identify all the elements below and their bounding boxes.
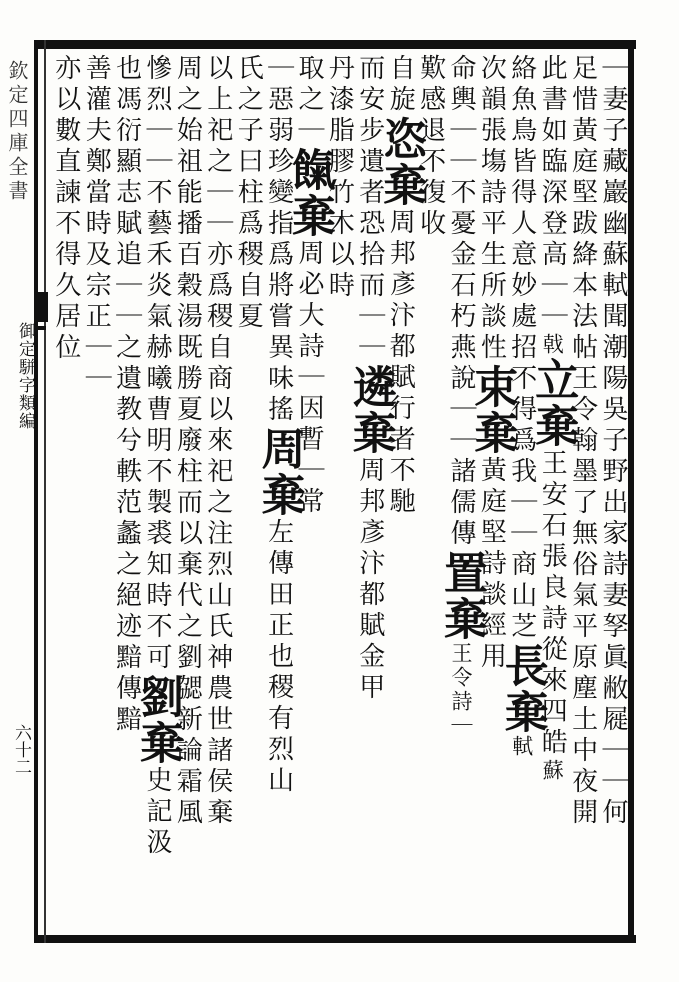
headword: 立棄 — [527, 357, 579, 449]
text-segment: 軾 — [509, 735, 534, 759]
text-column — [344, 54, 396, 934]
text-segment: 周邦彥汴都賦金甲 — [354, 456, 385, 704]
text-column — [496, 54, 548, 934]
text-segment: 此書如臨深登高｜｜ — [537, 54, 568, 333]
text-column — [253, 54, 305, 934]
text-segment: 珍變指爲將嘗異味搖 — [263, 147, 294, 426]
spine-work-title: 御定駢字類編 — [15, 322, 35, 430]
text-column — [527, 54, 579, 934]
text-column — [566, 54, 600, 934]
text-segment: 燕說｜｜諸儒傳 — [446, 333, 476, 550]
text-segment: 不復收 — [415, 147, 446, 240]
text-segment: 取之｜ — [294, 54, 324, 147]
text-segment: 王安石張良詩從來四皓 — [537, 449, 568, 759]
text-segment: 歎感退 — [415, 54, 446, 147]
text-segment: 丹漆脂膠竹木以時 — [324, 54, 355, 302]
text-segment: 亦以數直諫不得久居位 — [50, 54, 81, 364]
text-segment: 周之始祖能播百穀湯既勝夏廢柱而以棄代之劉勰新論霜風 — [172, 54, 203, 829]
text-column — [375, 54, 427, 934]
text-column — [49, 54, 83, 934]
spine-page-number: 六十二 — [11, 724, 31, 775]
text-column — [79, 54, 113, 934]
text-segment: 次韻張塲詩平生所談性 — [476, 54, 507, 364]
text-segment: 史記汲 — [142, 766, 172, 859]
text-column — [596, 54, 630, 934]
headword: 周棄 — [253, 426, 305, 518]
text-segment: 自旋 — [385, 54, 416, 116]
text-segment: 黃庭堅詩談經用 — [476, 456, 507, 673]
text-segment: 以上祀之｜｜亦爲稷自商以來祀之注烈山氏神農世諸侯棄 — [202, 54, 233, 829]
text-segment: ｜惡弱 — [263, 54, 294, 147]
text-column — [110, 54, 144, 934]
text-column — [170, 54, 204, 934]
text-segment: 而安步遺者恐拾而｜｜ — [354, 54, 385, 364]
text-column — [436, 54, 487, 934]
headword: 長棄 — [496, 643, 548, 735]
text-segment: ｜妻子藏巖幽蘇軾聞潮陽吳子野出家詩妻孥眞敝屣｜｜何 — [598, 54, 628, 829]
spine-rule — [44, 40, 46, 943]
text-segment: 善灌夫鄭當時及宗正｜｜ — [81, 54, 112, 395]
headword: 束棄 — [466, 364, 518, 456]
headword: 遴棄 — [344, 364, 396, 456]
text-column — [201, 54, 235, 934]
spine-book-title: 欽定四庫全書 — [5, 60, 29, 204]
text-segment: 周必大詩｜因暫｜常 — [294, 239, 324, 518]
text-segment: 周邦彥汴都賦行者不馳 — [385, 208, 416, 518]
headword: 恣棄 — [375, 116, 427, 208]
text-segment: 黯傳黯 — [111, 643, 142, 736]
text-segment: 左傳田正也稷有烈山 — [263, 518, 294, 797]
text-column — [466, 54, 518, 934]
text-segment: 王令詩｜ — [449, 642, 473, 738]
text-column — [231, 54, 265, 934]
text-segment: 絡魚鳥皆得人意妙處 — [506, 54, 537, 333]
text-segment: 也馮衍顯志賦追｜｜之遺教兮軼范蠡之絕迹 — [111, 54, 142, 643]
text-segment: 慘烈｜｜不藝禾炎氣赫曦曹明不製裘知時不可 — [142, 54, 172, 674]
text-segment: 足惜黃庭堅跋絳本法帖王令翰墨了無俗氣平原塵土中夜開 — [567, 54, 598, 829]
text-segment: 戟 — [540, 333, 565, 357]
text-segment: 招不得爲我｜｜商山芝 — [506, 333, 537, 643]
headword: 餼棄 — [284, 147, 335, 239]
text-segment: 命輿｜｜不憂金石朽 — [446, 54, 476, 333]
headword: 劉棄 — [132, 674, 183, 766]
text-segment: 蘇 — [540, 759, 565, 783]
bottom-border-rule — [36, 935, 636, 943]
top-border-rule — [36, 40, 636, 49]
headword: 置棄 — [436, 550, 487, 642]
fishtail-marker — [36, 292, 48, 322]
text-segment: 氏之子曰柱爲稷自夏 — [233, 54, 264, 333]
text-column — [132, 54, 183, 934]
